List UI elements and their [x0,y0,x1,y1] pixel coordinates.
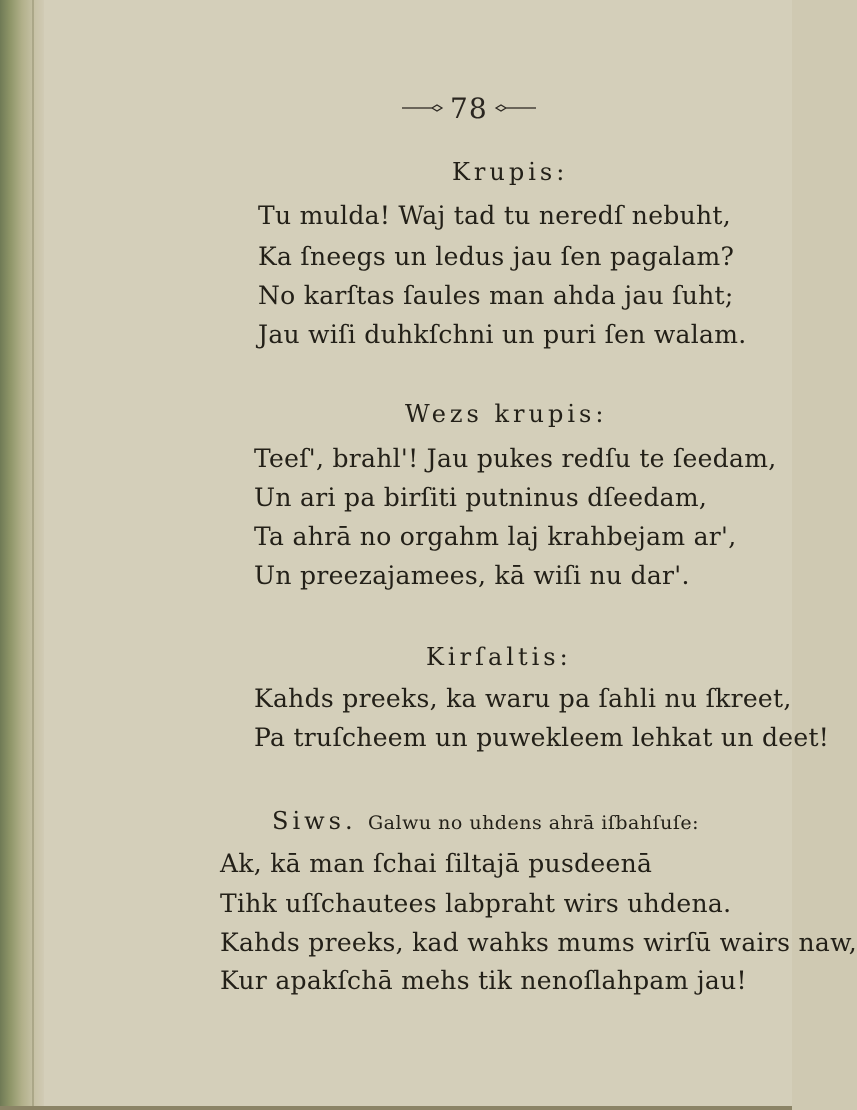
verse-line: Kahds preeks, kad wahks mums wirſū wairs naw, [220,928,857,957]
verse-line: Teeſ', brahl'! Jau pukes redſu te ſeedam, [254,444,777,473]
verse-line: Tihk uſſchautees labpraht wirs uhdena. [220,889,732,918]
verse-line: Un ari pa birſiti putninus dſeedam, [254,483,708,512]
verse-line: Un preezajamees, kā wiſi nu dar'. [254,561,690,590]
page-bottom-edge [0,1106,792,1110]
verse-line: No karſtas ſaules man ahda jau ſuht; [258,281,734,310]
speaker-name: Wezs krupis: [405,400,608,428]
stage-direction: Galwu no uhdens ahrā iſbahſuſe: [368,812,700,834]
verse-line: Ta ahrā no orgahm laj krahbejam ar', [254,522,737,551]
verse-line: Kur apakſchā mehs tik nenoſlahpam jau! [220,966,747,995]
verse-line: Tu mulda! Waj tad tu neredſ nebuht, [258,201,731,230]
verse-line: Jau wiſi duhkſchni un puri ſen walam. [258,320,747,349]
right-ornament-icon [496,103,538,113]
speaker-name: Siws. [272,807,357,835]
left-ornament-icon [400,103,442,113]
verse-line: Ka ſneegs un ledus jau ſen pagalam? [258,242,735,271]
verse-line: Kahds preeks, ka waru pa ſahli nu ſkreet, [254,684,792,713]
book-binding-edge [0,0,44,1110]
speaker-name: Kirſaltis: [426,643,572,671]
verse-line: Ak, kā man ſchai ſiltajā pusdeenā [220,849,653,878]
page-header [400,88,580,128]
verse-line: Pa truſcheem un puweklеem lehkat un deet! [254,723,830,752]
page-number: 78 [450,91,488,125]
speaker-name: Krupis: [452,158,569,186]
binding-fold-line [32,0,34,1110]
